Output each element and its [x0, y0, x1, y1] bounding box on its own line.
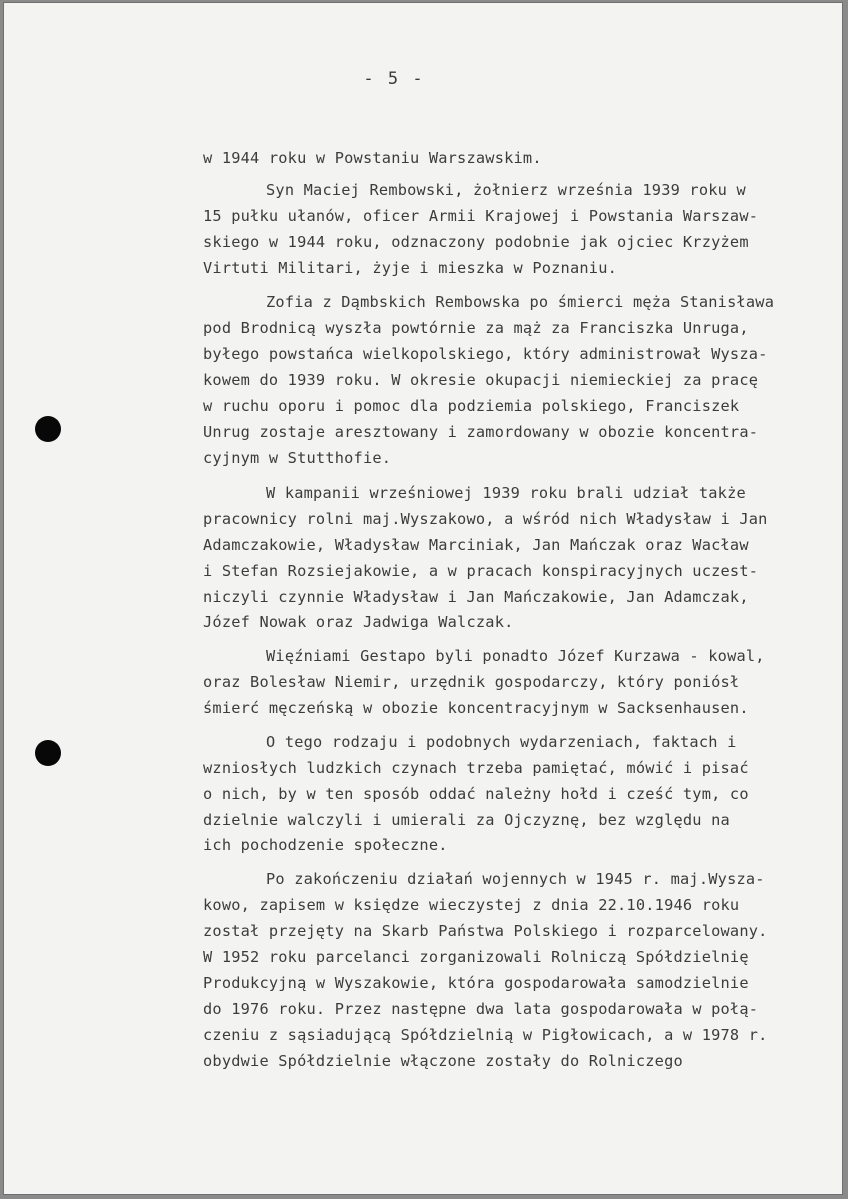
text-line: dzielnie walczyli i umierali za Ojczyznę, bez względu na: [203, 811, 730, 829]
page-number: - 5 -: [363, 69, 425, 89]
text-line: Józef Nowak oraz Jadwiga Walczak.: [203, 613, 514, 631]
punch-hole-bottom: [35, 740, 61, 766]
text-line: Więźniami Gestapo byli ponadto Józef Kurzawa - kowal,: [266, 647, 765, 665]
text-line: W kampanii wrześniowej 1939 roku brali udział także: [266, 484, 746, 502]
text-line: cyjnym w Stutthofie.: [203, 449, 392, 467]
text-line: kowem do 1939 roku. W okresie okupacji niemieckiej za pracę: [203, 371, 759, 389]
text-line: ich pochodzenie społeczne.: [203, 836, 448, 854]
text-line: Zofia z Dąmbskich Rembowska po śmierci męża Stanisława: [266, 293, 775, 311]
text-line: pod Brodnicą wyszła powtórnie za mąż za Franciszka Unruga,: [203, 319, 749, 337]
text-line: Produkcyjną w Wyszakowie, która gospodarowała samodzielnie: [203, 974, 749, 992]
text-line: skiego w 1944 roku, odznaczony podobnie jak ojciec Krzyżem: [203, 233, 749, 251]
text-line: kowo, zapisem w księdze wieczystej z dnia 22.10.1946 roku: [203, 896, 740, 914]
text-line: wzniosłych ludzkich czynach trzeba pamiętać, mówić i pisać: [203, 759, 749, 777]
text-line: W 1952 roku parcelanci zorganizowali Rolniczą Spółdzielnię: [203, 948, 749, 966]
text-line: śmierć męczeńską w obozie koncentracyjnym w Sacksenhausen.: [203, 699, 749, 717]
text-line: do 1976 roku. Przez następne dwa lata gospodarowała w połą-: [203, 1000, 759, 1018]
text-line: O tego rodzaju i podobnych wydarzeniach, faktach i: [266, 733, 737, 751]
text-line: oraz Bolesław Niemir, urzędnik gospodarczy, który poniósł: [203, 673, 740, 691]
text-line: o nich, by w ten sposób oddać należny hołd i cześć tym, co: [203, 785, 749, 803]
punch-hole-top: [35, 416, 61, 442]
text-line: i Stefan Rozsiejakowie, a w pracach konspiracyjnych uczest-: [203, 562, 759, 580]
text-line: 15 pułku ułanów, oficer Armii Krajowej i Powstania Warszaw-: [203, 207, 759, 225]
text-line: pracownicy rolni maj.Wyszakowo, a wśród nich Władysław i Jan: [203, 510, 768, 528]
text-line: został przejęty na Skarb Państwa Polskiego i rozparcelowany.: [203, 922, 768, 940]
text-line: w ruchu oporu i pomoc dla podziemia polskiego, Franciszek: [203, 397, 740, 415]
text-line: Virtuti Militari, żyje i mieszka w Poznaniu.: [203, 259, 618, 277]
text-line: Adamczakowie, Władysław Marciniak, Jan Mańczak oraz Wacław: [203, 536, 749, 554]
text-line: byłego powstańca wielkopolskiego, który administrował Wysza-: [203, 345, 768, 363]
text-line: w 1944 roku w Powstaniu Warszawskim.: [203, 149, 542, 167]
text-line: Unrug zostaje aresztowany i zamordowany w obozie koncentra-: [203, 423, 759, 441]
text-line: obydwie Spółdzielnie włączone zostały do Rolniczego: [203, 1052, 683, 1070]
text-line: niczyli czynnie Władysław i Jan Mańczakowie, Jan Adamczak,: [203, 588, 749, 606]
text-line: Syn Maciej Rembowski, żołnierz września 1939 roku w: [266, 181, 746, 199]
document-page: [3, 2, 843, 1195]
text-line: czeniu z sąsiadującą Spółdzielnią w Pigłowicach, a w 1978 r.: [203, 1026, 768, 1044]
text-line: Po zakończeniu działań wojennych w 1945 r. maj.Wysza-: [266, 870, 765, 888]
